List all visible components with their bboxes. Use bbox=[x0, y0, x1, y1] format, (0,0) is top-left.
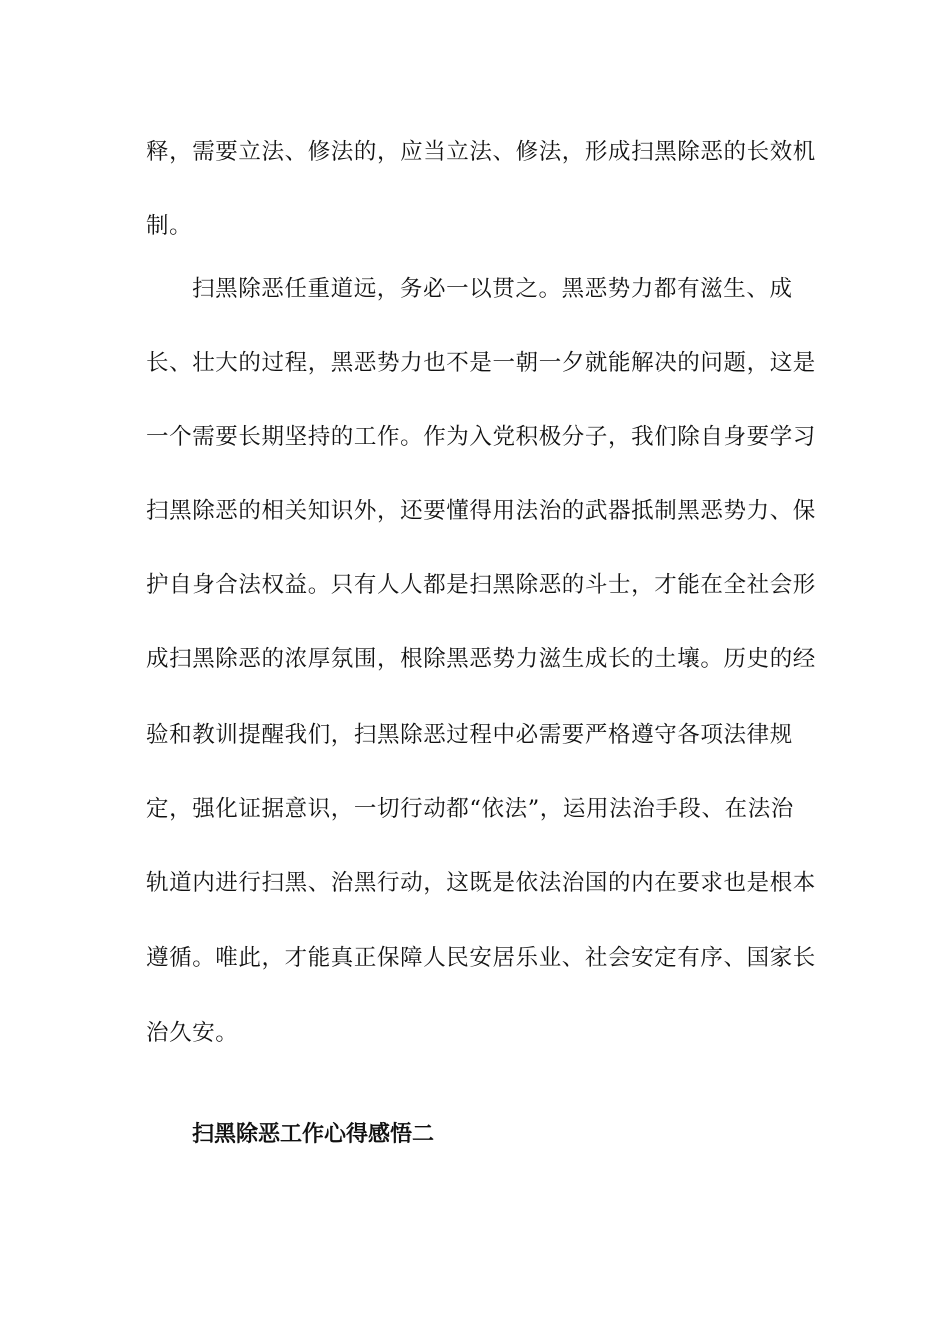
paragraph-2-line-9: 轨道内进行扫黑、治黑行动，这既是依法治国的内在要求也是根本 bbox=[146, 870, 816, 896]
paragraph-1-line-2: 制。 bbox=[146, 213, 193, 239]
paragraph-2-line-4: 扫黑除恶的相关知识外，还要懂得用法治的武器抵制黑恶势力、保 bbox=[146, 498, 816, 524]
paragraph-2-line-11: 治久安。 bbox=[146, 1020, 239, 1046]
paragraph-2-line-7: 验和教训提醒我们，扫黑除恶过程中必需要严格遵守各项法律规 bbox=[146, 722, 793, 748]
paragraph-2-line-6: 成扫黑除恶的浓厚氛围，根除黑恶势力滋生成长的土壤。历史的经 bbox=[146, 646, 816, 672]
paragraph-2-line-8: 定，强化证据意识，一切行动都“依法”，运用法治手段、在法治 bbox=[146, 796, 794, 822]
paragraph-1-line-1: 释，需要立法、修法的，应当立法、修法，形成扫黑除恶的长效机 bbox=[146, 139, 816, 165]
section-heading: 扫黑除恶工作心得感悟二 bbox=[192, 1122, 435, 1147]
paragraph-2-line-10: 遵循。唯此，才能真正保障人民安居乐业、社会安定有序、国家长 bbox=[146, 945, 816, 971]
paragraph-2-line-3: 一个需要长期坚持的工作。作为入党积极分子，我们除自身要学习 bbox=[146, 424, 816, 450]
paragraph-2-line-5: 护自身合法权益。只有人人都是扫黑除恶的斗士，才能在全社会形 bbox=[146, 572, 816, 598]
paragraph-2-line-1: 扫黑除恶任重道远，务必一以贯之。黑恶势力都有滋生、成 bbox=[192, 276, 793, 302]
paragraph-2-line-2: 长、壮大的过程，黑恶势力也不是一朝一夕就能解决的问题，这是 bbox=[146, 350, 816, 376]
